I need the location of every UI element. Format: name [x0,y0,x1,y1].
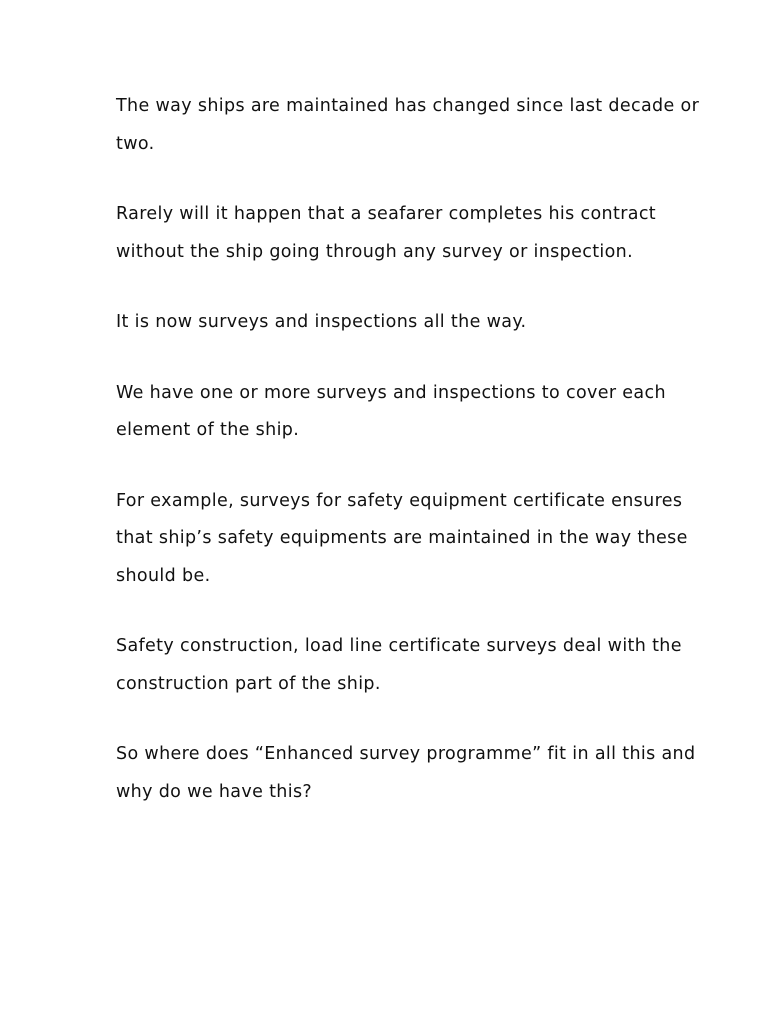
document-body [116,88,716,844]
paragraph-5: For example, surveys for safety equipment certificate ensures that ship’s safety equipments are maintained in the way these should be. [116,490,688,586]
paragraph-2: Rarely will it happen that a seafarer completes his contract without the ship going through any survey or inspection. [116,204,657,262]
paragraph-4: We have one or more surveys and inspections to cover each element of the ship. [116,382,666,440]
paragraph-7: So where does “Enhanced survey programme” fit in all this and why do we have this? [116,744,696,802]
paragraph-1: The way ships are maintained has changed since last decade or two. [116,96,700,154]
paragraph-6: Safety construction, load line certificate surveys deal with the construction part of the ship. [116,636,682,694]
paragraph-3: It is now surveys and inspections all the way. [116,312,527,332]
